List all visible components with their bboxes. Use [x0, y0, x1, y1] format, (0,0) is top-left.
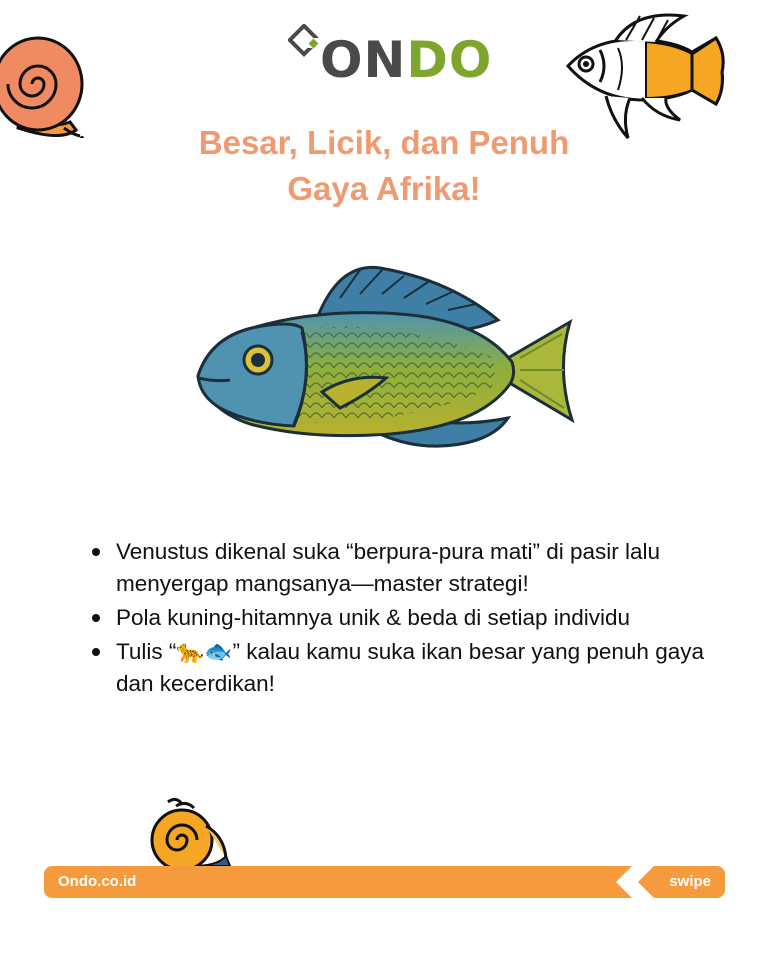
- title-line-2: Gaya Afrika!: [287, 170, 481, 207]
- footer-bar: [44, 866, 725, 898]
- logo-wordmark: [320, 30, 492, 90]
- snail-icon: [0, 18, 96, 138]
- list-item: Tulis “🐆🐟” kalau kamu suka ikan besar yang penuh gaya dan kecerdikan!: [92, 636, 732, 700]
- swipe-label[interactable]: swipe: [669, 873, 711, 890]
- brand-logo: [288, 24, 493, 100]
- list-item: Pola kuning-hitamnya unik & beda di setiap individu: [92, 602, 732, 634]
- venustus-fish-illustration: [190, 258, 580, 458]
- list-item: Venustus dikenal suka “berpura-pura mati” di pasir lalu menyergap mangsanya—master strategi!: [92, 536, 732, 600]
- chevron-left-icon: [604, 866, 664, 898]
- logo-text-on: ON: [320, 31, 407, 89]
- logo-text-do: DO: [406, 31, 493, 89]
- fish-icon: [556, 10, 728, 140]
- fact-list: [92, 536, 732, 702]
- website-link[interactable]: Ondo.co.id: [58, 873, 137, 890]
- snail-icon: [140, 796, 232, 868]
- title-line-1: Besar, Licik, dan Penuh: [198, 124, 570, 161]
